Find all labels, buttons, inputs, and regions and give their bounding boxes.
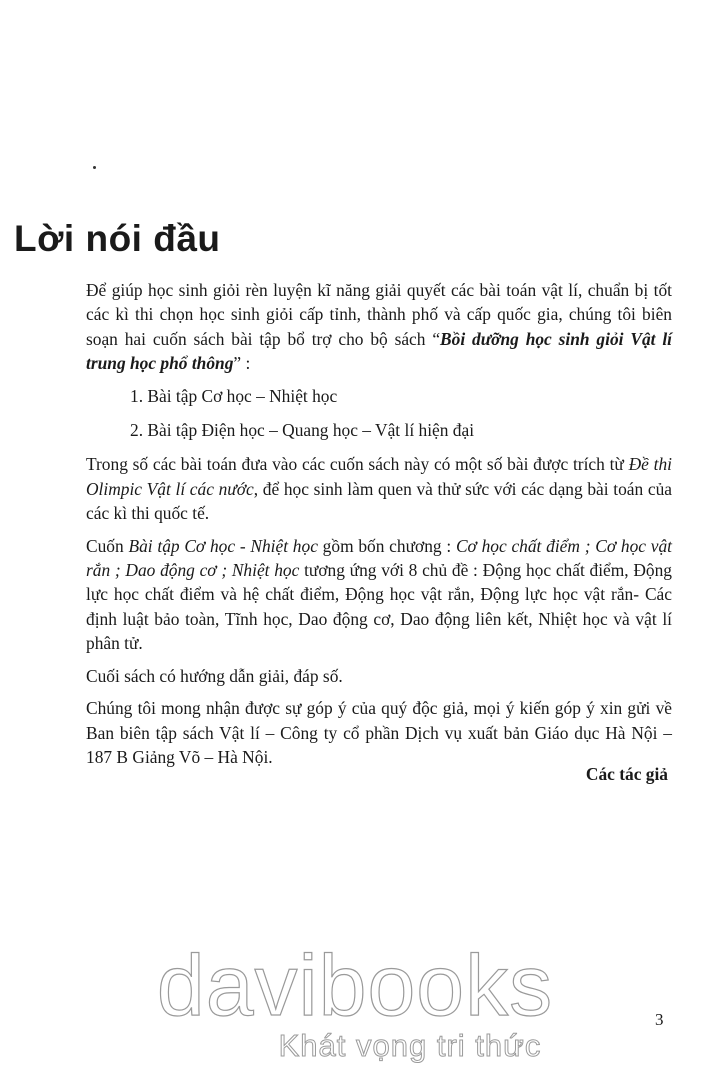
paragraph-intro-end: ” : (233, 353, 251, 374)
watermark-title: davibooks (156, 938, 554, 1034)
paragraph-contents-mid: gồm bốn chương : (317, 535, 456, 556)
page-heading: Lời nói đầu (14, 218, 221, 259)
paragraph-intro (86, 278, 672, 376)
body-text (86, 278, 672, 777)
paragraph-contents-text: Cuốn (86, 535, 129, 556)
signature: Các tác giả (585, 764, 668, 784)
paragraph-feedback: Chúng tôi mong nhận được sự góp ý của quý độc giả, mọi ý kiến góp ý xin gửi về Ban biên tập sách Vật lí – Công ty cổ phần Dịch vụ xuất bản Giáo dục Hà Nội – 187 B Giảng Võ – Hà Nội. (86, 698, 672, 767)
paragraph-answers: Cuối sách có hướng dẫn giải, đáp số. (86, 665, 343, 686)
list-item-2: 2. Bài tập Điện học – Quang học – Vật lí hiện đại (130, 420, 475, 441)
olympic-source-title: Đề thi Olimpic Vật lí các nước (86, 454, 673, 499)
paragraph-intro-text: Để giúp học sinh giỏi rèn luyện kĩ năng giải quyết các bài toán vật lí, chuẩn bị tốt các kì thi chọn học sinh giỏi cấp tỉnh, thành phố và cấp quốc gia, chúng tôi biên soạn hai cuốn sách bài tập bổ trợ cho bộ sách “ (86, 280, 672, 349)
watermark-tagline: Khát vọng tri thức (278, 1028, 542, 1063)
paragraph-sources-text: Trong số các bài toán đưa vào các cuốn sách này có một số bài được trích từ (86, 454, 629, 475)
list-item-1: 1. Bài tập Cơ học – Nhiệt học (130, 385, 338, 406)
book-series-title: Bồi dưỡng học sinh giỏi Vật lí trung học phổ thông (86, 328, 672, 374)
watermark (155, 938, 555, 1064)
page-number: 3 (655, 1010, 664, 1029)
chapter-list: Cơ học chất điểm ; Cơ học vật rắn ; Dao động cơ ; Nhiệt học (86, 535, 672, 581)
paragraph-contents-end: tương ứng với 8 chủ đề : Động học chất điểm, Động lực học chất điểm và hệ chất điểm, Động học vật rắn, Động lực học vật rắn- Các định luật bảo toàn, Tĩnh học, Dao động cơ, Dao động liên kết, Nhiệt học và vật lí phân tử. (86, 560, 672, 654)
paragraph-sources (86, 452, 672, 525)
paragraph-sources-end: , để học sinh làm quen và thử sức với các dạng bài toán của các kì thi quốc tế. (86, 478, 672, 524)
book-title: Bài tập Cơ học - Nhiệt học (128, 535, 318, 556)
paragraph-contents (86, 534, 672, 656)
stray-dot (93, 166, 96, 169)
